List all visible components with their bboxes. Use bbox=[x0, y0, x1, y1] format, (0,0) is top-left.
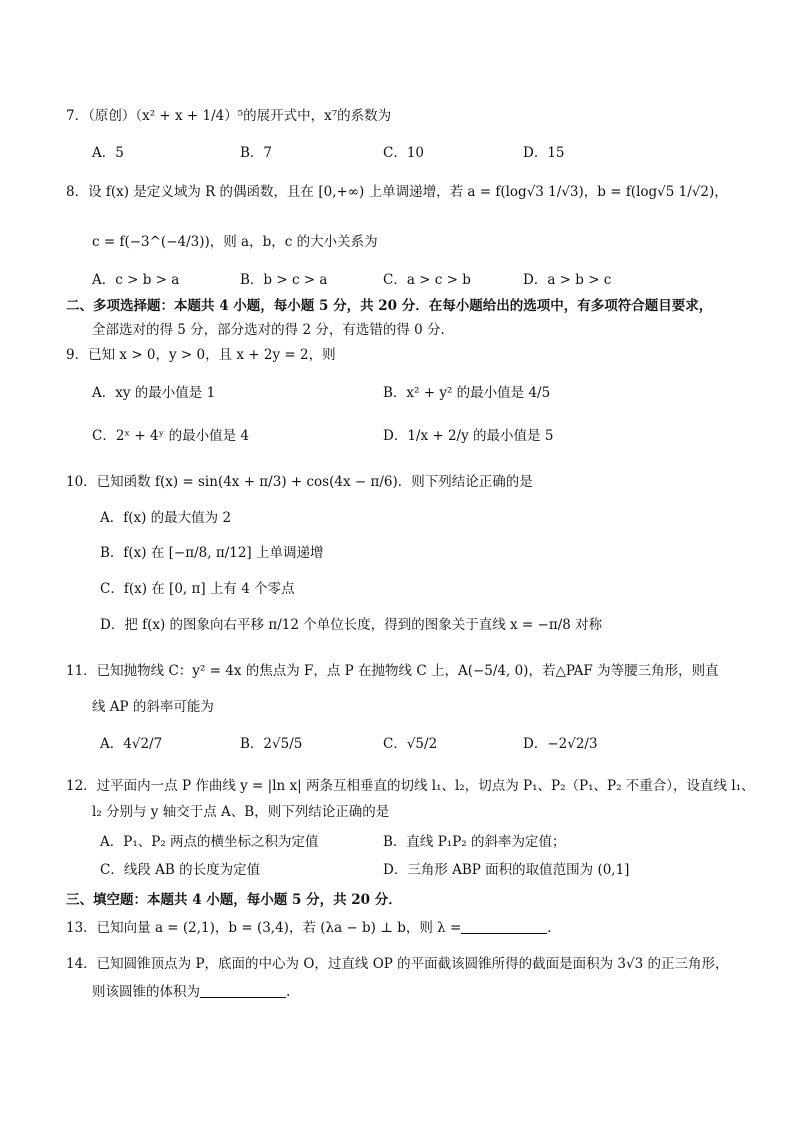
q12-option-b: B．直线 P₁P₂ 的斜率为定值； bbox=[383, 834, 566, 850]
q12-stem-line2: l₂ 分别与 y 轴交于点 A、B，则下列结论正确的是 bbox=[92, 804, 390, 820]
q14-stem-line2: 则该圆锥的体积为 bbox=[92, 984, 200, 1000]
q12-option-d: D．三角形 ABP 面积的取值范围为 (0,1] bbox=[383, 862, 630, 878]
q9-option-b: B．x² + y² 的最小值是 4/5 bbox=[383, 385, 551, 401]
q10-stem: 10．已知函数 f(x) = sin(4x + π/3) + cos(4x − π/6)．则下列结论正确的是 bbox=[66, 474, 533, 490]
q14-tail: . bbox=[286, 984, 291, 1000]
section2-heading-line1: 二、多项选择题：本题共 4 小题，每小题 5 分，共 20 分．在每小题给出的选项中，有多项符合题目要求， bbox=[66, 298, 713, 314]
q7-option-b: B．7 bbox=[240, 145, 273, 161]
q11-option-a: A．4√2/7 bbox=[100, 736, 163, 752]
q10-option-b: B．f(x) 在 [−π/8, π/12] 上单调递增 bbox=[100, 545, 324, 561]
section3-heading: 三、填空题：本题共 4 小题，每小题 5 分，共 20 分． bbox=[66, 892, 402, 908]
q11-stem-line1: 11．已知抛物线 C：y² = 4x 的焦点为 F，点 P 在抛物线 C 上，A(−5/4, 0)，若△PAF 为等腰三角形，则直 bbox=[66, 663, 719, 679]
q8-option-b: B．b > c > a bbox=[240, 272, 328, 288]
q8-option-c: C．a > c > b bbox=[383, 272, 471, 288]
q8-stem-line2: c = f(−3^(−4/3))，则 a，b，c 的大小关系为 bbox=[92, 234, 378, 250]
q14-stem-row bbox=[92, 982, 290, 1002]
q11-option-d: D．−2√2/3 bbox=[523, 736, 598, 752]
q12-option-a: A．P₁、P₂ 两点的横坐标之积为定值 bbox=[100, 834, 319, 850]
q9-option-c: C．2ˣ + 4ʸ 的最小值是 4 bbox=[92, 428, 250, 444]
q10-option-c: C．f(x) 在 [0, π] 上有 4 个零点 bbox=[100, 581, 295, 597]
q11-option-c: C．√5/2 bbox=[383, 736, 438, 752]
q7-option-a: A．5 bbox=[92, 145, 124, 161]
q11-option-b: B．2√5/5 bbox=[240, 736, 303, 752]
q13-answer-blank[interactable] bbox=[461, 919, 547, 934]
q10-option-d: D．把 f(x) 的图象向右平移 π/12 个单位长度，得到的图象关于直线 x = −π/8 对称 bbox=[100, 617, 603, 633]
q7-option-c: C．10 bbox=[383, 145, 425, 161]
q12-stem-line1: 12．过平面内一点 P 作曲线 y = |ln x| 两条互相垂直的切线 l₁、l₂，切点为 P₁、P₂（P₁、P₂ 不重合），设直线 l₁、 bbox=[66, 778, 755, 794]
q8-option-d: D．a > b > c bbox=[523, 272, 612, 288]
q10-option-a: A．f(x) 的最大值为 2 bbox=[100, 510, 232, 526]
q12-option-c: C．线段 AB 的长度为定值 bbox=[100, 862, 261, 878]
q8-stem-line1: 8．设 f(x) 是定义域为 R 的偶函数，且在 [0,+∞) 上单调递增，若 a = f(log√3 1/√3)，b = f(log√5 1/√2)， bbox=[66, 184, 728, 200]
q9-option-a: A．xy 的最小值是 1 bbox=[92, 385, 216, 401]
q9-option-d: D．1/x + 2/y 的最小值是 5 bbox=[383, 428, 554, 444]
q14-stem-line1: 14．已知圆锥顶点为 P，底面的中心为 O，过直线 OP 的平面截该圆锥所得的截面是面积为 3√3 的正三角形， bbox=[66, 956, 729, 972]
q13-stem-row bbox=[66, 918, 561, 938]
q14-answer-blank[interactable] bbox=[200, 983, 286, 998]
section2-heading-line2: 全部选对的得 5 分，部分选对的得 2 分，有选错的得 0 分． bbox=[92, 322, 455, 338]
q13-tail: ． bbox=[547, 920, 561, 936]
q8-option-a: A．c > b > a bbox=[92, 272, 180, 288]
q7-option-d: D．15 bbox=[523, 145, 565, 161]
q11-stem-line2: 线 AP 的斜率可能为 bbox=[92, 699, 214, 715]
q7-stem: 7．（原创）（x² + x + 1/4）⁵的展开式中，x⁷的系数为 bbox=[66, 108, 392, 124]
q9-stem: 9．已知 x > 0，y > 0，且 x + 2y = 2，则 bbox=[66, 347, 336, 363]
q13-stem: 13．已知向量 a = (2,1)，b = (3,4)，若 (λa − b) ⊥ b，则 λ = bbox=[66, 920, 462, 936]
